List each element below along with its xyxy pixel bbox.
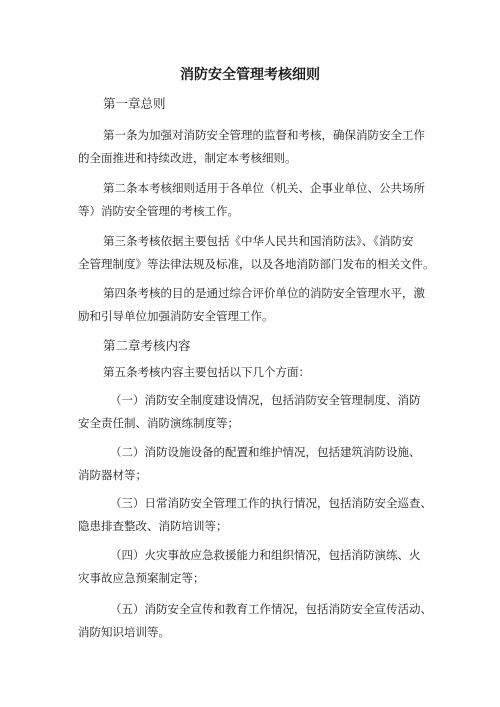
chapter-heading: 第一章总则: [103, 96, 166, 111]
list-item-1-line-1: （一）消防安全制度建设情况，包括消防安全管理制度、消防: [110, 393, 421, 407]
article-4-line-1: 第四条考核的目的是通过综合评价单位的消防安全管理水平，激: [103, 286, 425, 300]
chapter-heading: 第二章考核内容: [103, 338, 191, 353]
list-item-3-line-1: （三）日常消防安全管理工作的执行情况，包括消防安全巡查、: [110, 496, 432, 510]
article-2-line-1: 第二条本考核细则适用于各单位（机关、企事业单位、公共场所: [103, 181, 425, 195]
article-1-line-2: 的全面推进和持续改进，制定本考核细则。: [78, 151, 297, 165]
article-3-line-1: 第三条考核依据主要包括《中华人民共和国消防法》、《消防安: [103, 234, 414, 248]
list-item-1-line-2: 安全责任制、消防演练制度等；: [78, 416, 239, 430]
list-item-4-line-2: 灾事故应急预案制定等；: [78, 571, 205, 585]
article-1-line-1: 第一条为加强对消防安全管理的监督和考核，确保消防安全工作: [103, 128, 425, 142]
list-item-2-line-2: 消防器材等；: [78, 468, 147, 482]
article-3-line-2: 全管理制度》等法律法规及标准，以及各地消防部门发布的相关文件。: [78, 257, 435, 271]
article-4-line-2: 励和引导单位加强消防安全管理工作。: [78, 309, 274, 323]
article-2-line-2: 等）消防安全管理的考核工作。: [78, 204, 239, 218]
list-item-5-line-2: 消防知识培训等。: [78, 625, 170, 639]
document-title: 消防安全管理考核细则: [180, 67, 320, 83]
list-item-3-line-2: 隐患排查整改、消防培训等；: [78, 519, 228, 533]
list-item-4-line-1: （四）火灾事故应急救援能力和组织情况，包括消防演练、火: [110, 548, 421, 562]
list-item-2-line-1: （二）消防设施设备的配置和维护情况，包括建筑消防设施、: [110, 445, 421, 459]
article-5: 第五条考核内容主要包括以下几个方面：: [103, 365, 310, 379]
list-item-5-line-1: （五）消防安全宣传和教育工作情况，包括消防安全宣传活动、: [110, 602, 432, 616]
